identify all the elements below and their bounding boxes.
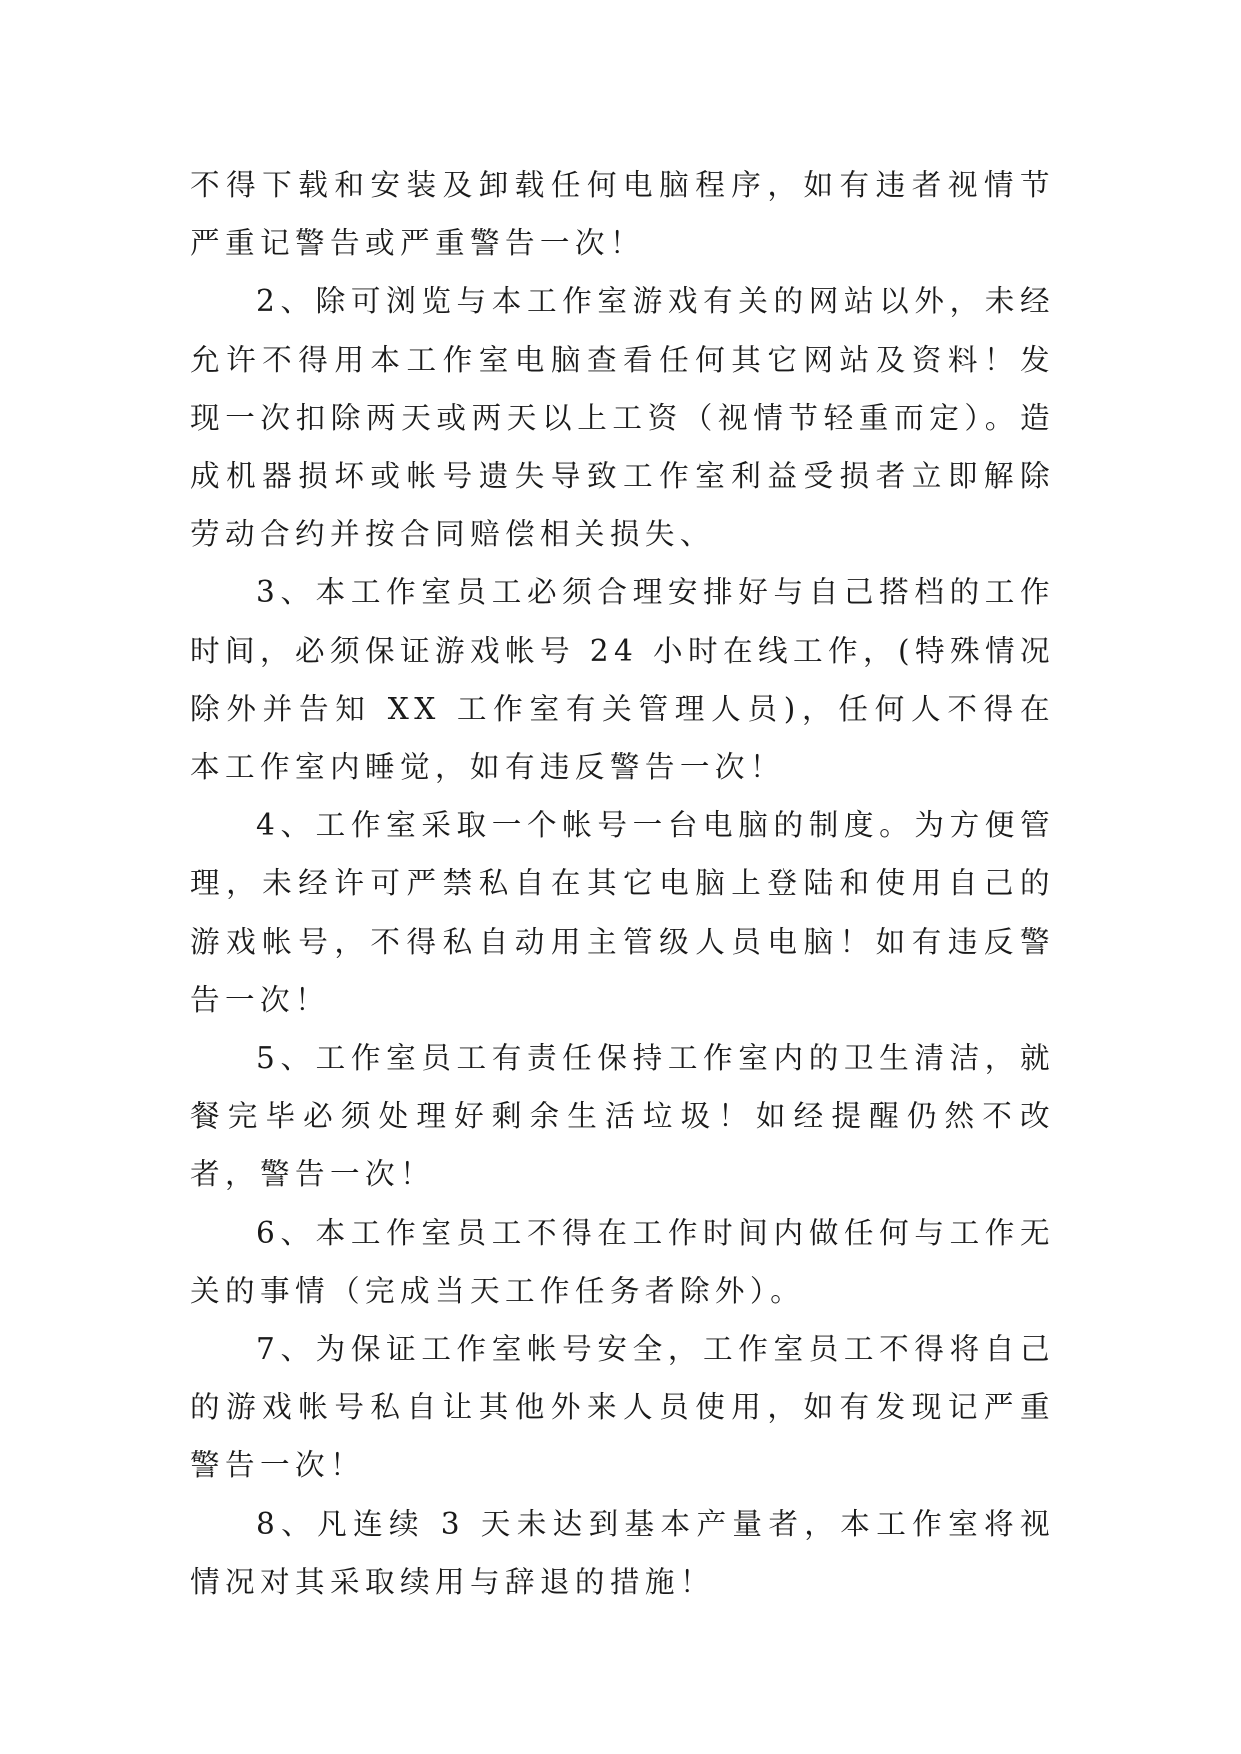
paragraph-rule-5: 5、工作室员工有责任保持工作室内的卫生清洁，就餐完毕必须处理好剩余生活垃圾！如经提醒仍然不改者，警告一次！ <box>190 1041 1055 1192</box>
paragraph-rule-8: 8、凡连续 3 天未达到基本产量者，本工作室将视情况对其采取续用与辞退的措施！ <box>190 1506 1055 1599</box>
paragraph-rule-6: 6、本工作室员工不得在工作时间内做任何与工作无关的事情（完成当天工作任务者除外）。 <box>190 1215 1055 1308</box>
paragraph-continuation: 不得下载和安装及卸载任何电脑程序，如有违者视情节严重记警告或严重警告一次！ <box>190 168 1055 261</box>
paragraph-rule-7: 7、为保证工作室帐号安全，工作室员工不得将自己的游戏帐号私自让其他外来人员使用，如有发现记严重警告一次！ <box>190 1332 1055 1483</box>
paragraph-rule-2: 2、除可浏览与本工作室游戏有关的网站以外，未经允许不得用本工作室电脑查看任何其它网站及资料！发现一次扣除两天或两天以上工资（视情节轻重而定）。造成机器损坏或帐号遗失导致工作室利益受损者立即解除劳动合约并按合同赔偿相关损失、 <box>190 284 1055 552</box>
document-body <box>190 156 1055 1611</box>
paragraph-rule-3: 3、本工作室员工必须合理安排好与自己搭档的工作时间，必须保证游戏帐号 24 小时在线工作，(特殊情况除外并告知 XX 工作室有关管理人员)，任何人不得在本工作室内睡觉，如有违反警告一次！ <box>190 575 1055 785</box>
paragraph-rule-4: 4、工作室采取一个帐号一台电脑的制度。为方便管理，未经许可严禁私自在其它电脑上登陆和使用自己的游戏帐号，不得私自动用主管级人员电脑！如有违反警告一次！ <box>190 808 1055 1017</box>
